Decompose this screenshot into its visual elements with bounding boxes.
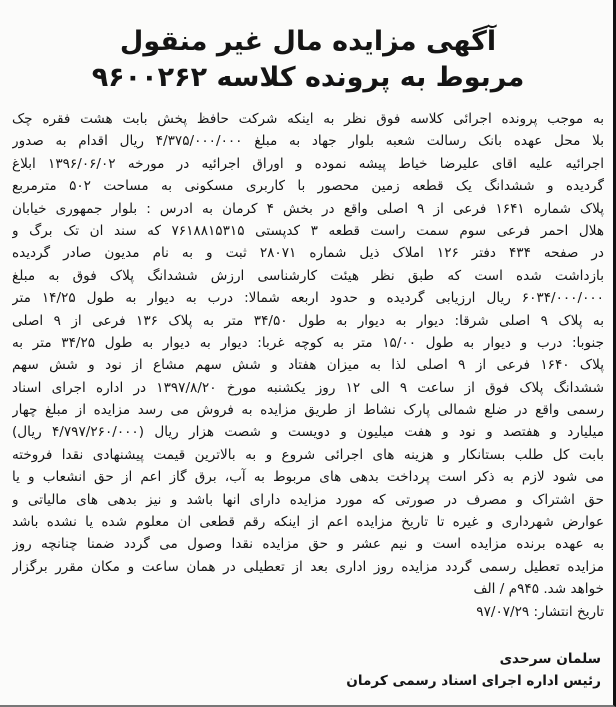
body-line: خواهد شد. ۹۴۵م / الف [473, 581, 604, 598]
publication-date: تاریخ انتشار: ۹۷/۰۷/۲۹ [476, 603, 604, 620]
body-line: پلاک ۱۶۴۰ فرعی از ۹ اصلی لذا به میزان هفتاد و شش سهم مشاع از نود و شش سهم [12, 357, 604, 374]
body-line: ششدانگ پلاک فوق از ساعت ۹ الی ۱۲ روز یکشنبه مورخ ۱۳۹۷/۸/۲۰ در اداره اجرای اسناد [12, 379, 604, 396]
body-line: میلیارد و هفتصد و نود و هفت میلیون و دویست و شصت هزار ریال (۴/۷۹۷/۲۶۰/۰۰۰ ریال) [12, 424, 604, 441]
body-line: بازداشت شده است که طبق نظر هیئت کارشناسی ارزش ششدانگ پلاک فوق به مبلغ [12, 267, 604, 284]
body-line: هلال احمر فرعی سوم سمت راست قطعه ۳ کدپستی ۷۶۱۸۸۱۵۳۱۵ که سند ان تک برگ و [12, 222, 604, 239]
body-line: به موجب پرونده اجرائی کلاسه فوق نظر به اینکه شرکت حافظ پخش بابت هشت فقره چک [12, 111, 604, 127]
body-line: مزایده تعطیل رسمی گردد مزایده روز اداری بعد از تعطیلی در همان ساعت و مکان مقرر برگزار [12, 558, 604, 575]
body-line: بلا محل عهده بانک رسالت شعبه بلوار جهاد به مبلغ ۴/۳۷۵/۰۰۰/۰۰۰ ریال اقدام به صدور [12, 133, 604, 150]
body-line: اجرائیه علیه اقای علیرضا خیاط پیشه نموده و اوراق اجرائیه در مورخه ۱۳۹۶/۰۶/۰۲ ابلاغ [12, 155, 604, 172]
body-line: ۶۰۳۴/۰۰۰/۰۰۰ ریال ارزیابی گردیده و حدود اربعه شمالا: درب به دیوار به طول ۱۴/۲۵ متر [12, 290, 604, 307]
body-line: گردیده و ششدانگ یک قطعه زمین محصور با کاربری مسکونی به مساحت ۵۰۲ مترمربع [12, 178, 604, 195]
body-line: در صفحه ۴۳۴ دفتر ۱۲۶ املاک ذیل شماره ۲۸۰۷۱ ثبت و به نام مدیون صادر گردیده [12, 245, 604, 262]
body-line: حق اشتراک و مصرف در صورتی که مورد مزایده دارای انها باشد و نیز بدهی های مالیاتی و [12, 491, 604, 508]
body-line: می شود لازم به ذکر است پرداخت بدهی های مربوط به آب، برق گاز اعم از حق انشعاب و یا [12, 469, 604, 486]
body-line: جنوبا: درب و دیوار به طول ۱۵/۰۰ متر به کوچه غربا: دیوار به دیوار به طول ۳۴/۲۵ متر به [12, 334, 604, 351]
body-line: عوارض شهرداری و غیره تا تاریخ مزایده اعم از اینکه رقم قطعی ان معلوم شده یا نشده باشد [12, 514, 604, 531]
body-line: بابت کل طلب بستانکار و هزینه های اجرائی شروع و به بالاترین قیمت پیشنهادی نقدا فروخته [12, 446, 604, 463]
signatory-title: رئیس اداره اجرای اسناد رسمی کرمان [346, 673, 601, 689]
body-line: پلاک شماره ۱۶۴۱ فرعی از ۹ اصلی واقع در بخش ۴ کرمان به ادرس : بلوار جمهوری خیابان [12, 200, 604, 217]
signatory-name: سلمان سرحدی [499, 651, 601, 667]
body-line: رسمی واقع در ضلع شمالی پارک نشاط از طریق مزایده به فروش می رسد مزایده از مبلغ چهار [12, 402, 604, 419]
signature-block [346, 648, 601, 692]
case-number-heading: مربوط به پرونده کلاسه ۹۶۰۰۲۶۲ [91, 62, 525, 93]
notice-title: آگهی مزایده مال غیر منقول [119, 26, 497, 57]
body-line: به عهده برنده مزایده است و نیم عشر و حق مزایده نقدا وصول می گردد ضمنا چنانچه روز [12, 536, 604, 553]
body-line: به پلاک ۹ اصلی شرقا: دیوار به دیوار به طول ۳۴/۵۰ متر به پلاک ۱۳۶ فرعی از ۹ اصلی [12, 312, 604, 329]
notice-body [12, 108, 604, 623]
